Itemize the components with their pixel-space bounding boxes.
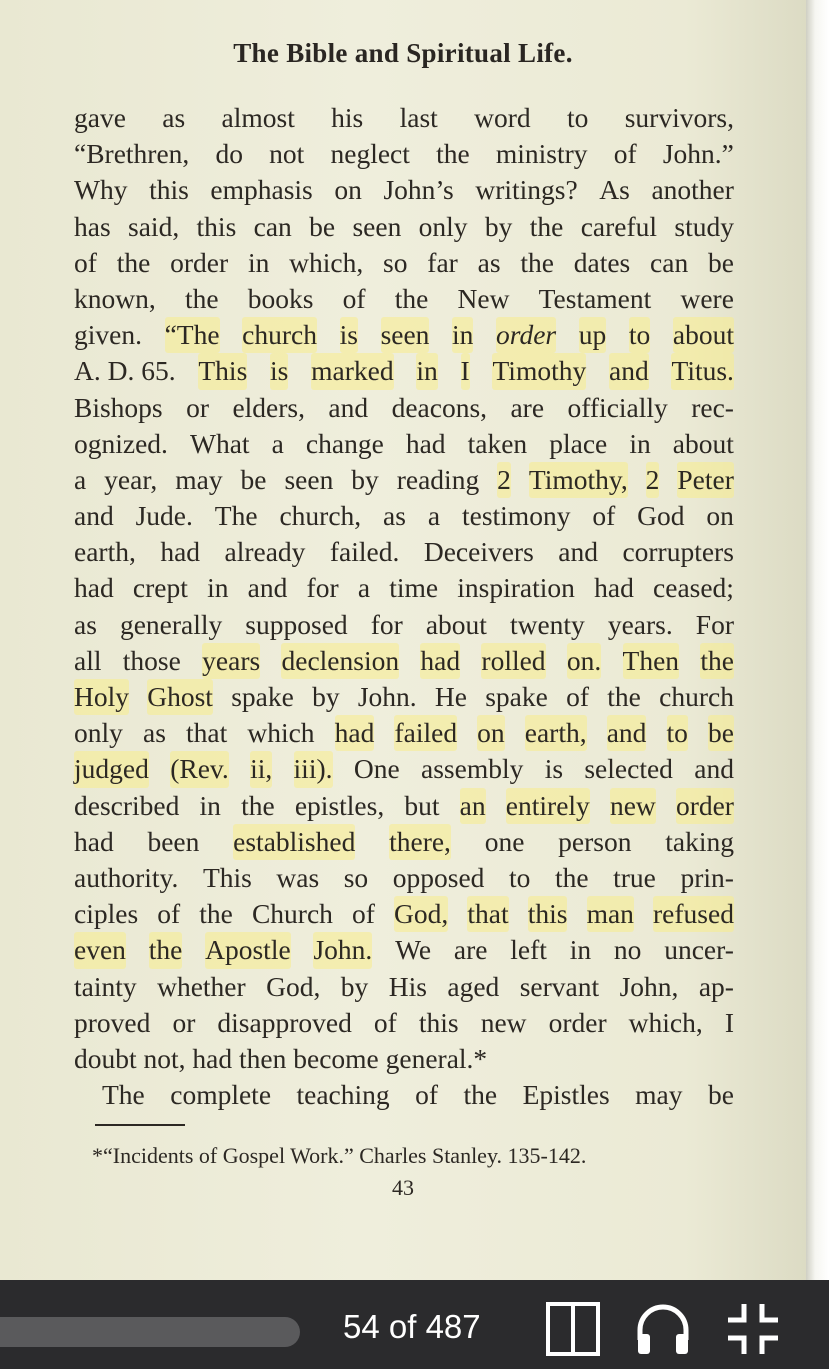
word: Church bbox=[251, 898, 333, 930]
word: change bbox=[305, 427, 384, 459]
word: survivors, bbox=[624, 102, 734, 133]
word: proved bbox=[74, 1006, 151, 1038]
word: deacons, bbox=[391, 391, 488, 423]
word: supposed bbox=[245, 608, 348, 640]
word: to bbox=[667, 715, 688, 751]
word: as bbox=[162, 102, 186, 133]
word: emphasis bbox=[210, 174, 313, 206]
word: ii, bbox=[250, 751, 272, 787]
word: word bbox=[474, 102, 531, 133]
word: the bbox=[607, 681, 641, 712]
word: The bbox=[214, 500, 258, 532]
word: described bbox=[74, 789, 180, 821]
word: a bbox=[74, 463, 87, 495]
word: books bbox=[247, 282, 314, 314]
word: one bbox=[484, 825, 525, 857]
word: officially bbox=[567, 391, 668, 423]
word: Jude. bbox=[135, 500, 193, 532]
word: about bbox=[673, 317, 734, 353]
word: established bbox=[233, 824, 355, 860]
word: man bbox=[587, 896, 634, 932]
word: had bbox=[594, 572, 634, 604]
page-number: 43 bbox=[392, 1175, 414, 1200]
word: failed bbox=[394, 715, 457, 751]
word: corrupters bbox=[622, 536, 734, 568]
word: be bbox=[708, 246, 734, 278]
word: Epistles bbox=[522, 1079, 610, 1111]
running-head: The Bible and Spiritual Life. bbox=[233, 38, 573, 68]
word: become bbox=[293, 1042, 379, 1074]
word: of bbox=[592, 500, 616, 532]
word: an bbox=[460, 788, 486, 824]
text-line bbox=[74, 860, 734, 896]
word: reading bbox=[396, 463, 480, 495]
word: authority. bbox=[74, 861, 179, 893]
word: God, bbox=[394, 896, 448, 932]
word: had bbox=[192, 1042, 233, 1074]
text-line bbox=[74, 932, 734, 968]
word: are bbox=[453, 934, 488, 966]
word: by bbox=[340, 970, 369, 1002]
word: of bbox=[373, 1006, 397, 1038]
word: the bbox=[184, 282, 219, 314]
word: only bbox=[418, 210, 468, 242]
word: teaching bbox=[296, 1079, 390, 1111]
word: in bbox=[416, 353, 437, 389]
word: which, bbox=[289, 246, 364, 278]
text-line bbox=[74, 426, 734, 462]
word: dates bbox=[573, 246, 631, 278]
word: tainty bbox=[74, 970, 137, 1002]
word: complete bbox=[170, 1079, 272, 1111]
word: epistles, bbox=[294, 789, 385, 821]
text-line bbox=[74, 172, 734, 208]
word: Timothy, bbox=[529, 462, 628, 498]
word: in bbox=[247, 246, 270, 278]
word: order bbox=[548, 1006, 607, 1038]
word: may bbox=[175, 463, 223, 495]
word: God, bbox=[266, 970, 321, 1002]
text-line bbox=[74, 824, 734, 860]
word: As bbox=[599, 174, 630, 206]
word: new bbox=[610, 788, 656, 824]
word: as bbox=[477, 246, 501, 278]
text-line bbox=[74, 969, 734, 1005]
word: assembly bbox=[421, 753, 524, 785]
word: entirely bbox=[506, 788, 590, 824]
word: ap- bbox=[698, 970, 734, 1002]
word: had bbox=[160, 536, 201, 568]
text-line bbox=[74, 390, 734, 426]
word: years bbox=[202, 643, 260, 679]
text-line bbox=[74, 534, 734, 570]
word: given. bbox=[74, 319, 142, 351]
word: “Brethren, bbox=[74, 138, 190, 170]
word: can bbox=[253, 210, 292, 242]
word: rec- bbox=[691, 391, 734, 423]
word: whether bbox=[157, 970, 246, 1002]
word: about bbox=[672, 427, 734, 459]
text-line bbox=[74, 245, 734, 281]
word: may bbox=[635, 1079, 683, 1111]
word: this bbox=[149, 174, 189, 206]
word: person bbox=[558, 825, 632, 857]
word: in bbox=[207, 572, 229, 604]
word: so bbox=[383, 246, 408, 278]
word: or bbox=[172, 1006, 196, 1038]
word: seen bbox=[284, 463, 334, 495]
word: church bbox=[659, 681, 734, 712]
word: order bbox=[676, 788, 734, 824]
word: only bbox=[74, 717, 123, 749]
word: was bbox=[276, 861, 320, 893]
word: church, bbox=[279, 500, 362, 532]
word: ciples bbox=[74, 898, 139, 930]
word: of bbox=[613, 138, 637, 170]
word: is bbox=[340, 317, 358, 353]
word: and bbox=[609, 353, 649, 389]
word: been bbox=[147, 825, 200, 857]
word: generally bbox=[119, 608, 223, 640]
word: John. bbox=[357, 681, 417, 712]
word: for bbox=[370, 608, 403, 640]
headphones-icon[interactable] bbox=[634, 1300, 692, 1358]
word: no bbox=[613, 934, 642, 966]
word: twenty bbox=[509, 608, 585, 640]
word: the bbox=[520, 246, 554, 278]
word: that bbox=[467, 896, 508, 932]
word: This bbox=[198, 353, 247, 389]
text-line bbox=[74, 498, 734, 534]
word: the bbox=[241, 789, 275, 821]
word: this bbox=[528, 896, 568, 932]
text-line bbox=[74, 281, 734, 317]
word: selected bbox=[584, 753, 673, 785]
word: order bbox=[170, 246, 229, 278]
word: John’s bbox=[383, 174, 454, 206]
footnote: *“Incidents of Gospel Work.” Charles Stanley. 135-142. bbox=[92, 1143, 587, 1168]
word: already bbox=[224, 536, 306, 568]
word: be bbox=[309, 210, 336, 242]
word: a bbox=[427, 500, 441, 532]
word: on bbox=[477, 715, 505, 751]
word: the bbox=[463, 1079, 498, 1111]
word: then bbox=[239, 1042, 287, 1074]
word: and bbox=[247, 572, 288, 604]
word: God bbox=[637, 500, 685, 532]
word: spake bbox=[231, 681, 294, 712]
word: year, bbox=[104, 463, 158, 495]
word: on bbox=[706, 500, 734, 532]
word: are bbox=[510, 391, 545, 423]
text-line bbox=[74, 715, 734, 751]
word: and bbox=[328, 391, 369, 423]
word: elders, bbox=[232, 391, 305, 423]
word: inspiration bbox=[457, 572, 575, 604]
word: and bbox=[558, 536, 598, 568]
word: there, bbox=[389, 824, 451, 860]
word: by bbox=[484, 210, 513, 242]
word: He bbox=[434, 681, 467, 712]
word: uncer- bbox=[664, 934, 734, 966]
word: John, bbox=[619, 970, 679, 1002]
word: in bbox=[452, 317, 473, 353]
word: and bbox=[607, 715, 647, 751]
word: 2 bbox=[646, 462, 660, 498]
word: earth, bbox=[525, 715, 587, 751]
word: had bbox=[405, 427, 446, 459]
word: which, bbox=[628, 1006, 703, 1038]
word: the bbox=[529, 210, 564, 242]
word: refused bbox=[653, 896, 734, 932]
word: church bbox=[242, 317, 317, 353]
word: gave bbox=[74, 102, 126, 133]
word: that bbox=[186, 717, 228, 749]
word: Holy bbox=[74, 679, 129, 715]
word: taken bbox=[467, 427, 528, 459]
text-line bbox=[74, 607, 734, 643]
word: Testament bbox=[538, 282, 652, 314]
word: of bbox=[566, 681, 590, 712]
word: A. D. 65. bbox=[74, 355, 176, 387]
word: the bbox=[149, 932, 183, 968]
word: the bbox=[394, 282, 429, 314]
word: to bbox=[629, 317, 650, 353]
word: be bbox=[708, 715, 734, 751]
word: taking bbox=[665, 825, 734, 857]
word: to bbox=[566, 102, 589, 133]
word: even bbox=[74, 932, 126, 968]
word: and bbox=[694, 753, 734, 785]
word: about bbox=[425, 608, 487, 640]
word: had bbox=[74, 825, 114, 857]
progress-scrubber[interactable] bbox=[0, 1317, 300, 1347]
word: on bbox=[334, 174, 362, 206]
word: ministry bbox=[495, 138, 588, 170]
word: “The bbox=[165, 317, 220, 353]
word: Deceivers bbox=[423, 536, 534, 568]
word: For bbox=[695, 608, 734, 640]
word: doubt bbox=[74, 1042, 137, 1074]
word: the bbox=[700, 643, 734, 679]
word: iii). bbox=[294, 751, 333, 787]
word: careful bbox=[580, 210, 658, 242]
word: general.* bbox=[385, 1042, 488, 1074]
word: of bbox=[342, 282, 366, 314]
word: spake bbox=[485, 681, 548, 712]
word: be bbox=[707, 1079, 734, 1111]
text-line bbox=[74, 317, 734, 353]
word: had bbox=[420, 643, 460, 679]
word: to bbox=[508, 861, 531, 893]
word: new bbox=[480, 1006, 527, 1038]
word: Ghost bbox=[147, 679, 213, 715]
word: as bbox=[142, 717, 166, 749]
text-line bbox=[74, 1041, 734, 1077]
book-view-icon[interactable] bbox=[544, 1300, 602, 1358]
word: seen bbox=[381, 317, 430, 353]
word: those bbox=[122, 644, 181, 676]
word: a bbox=[357, 572, 371, 604]
word: This bbox=[202, 861, 252, 893]
word: crept bbox=[132, 572, 188, 604]
word: disapproved bbox=[217, 1006, 352, 1038]
word: so bbox=[343, 861, 369, 893]
page-counter: 54 of 487 bbox=[343, 1308, 481, 1345]
word: We bbox=[395, 934, 432, 966]
word: John. bbox=[313, 932, 372, 968]
word: I bbox=[461, 353, 470, 389]
word: but bbox=[404, 789, 440, 821]
word: servant bbox=[519, 970, 600, 1002]
word: had bbox=[335, 715, 375, 751]
word: The bbox=[102, 1079, 145, 1111]
word: 2 bbox=[497, 462, 511, 498]
text-line bbox=[74, 100, 734, 136]
word: in bbox=[199, 789, 221, 821]
word: for bbox=[306, 572, 339, 604]
word: is bbox=[544, 753, 564, 785]
word: up bbox=[579, 317, 607, 353]
text-line bbox=[74, 1077, 734, 1113]
text-line bbox=[74, 643, 734, 679]
word: declension bbox=[281, 643, 399, 679]
word: testimony bbox=[461, 500, 571, 532]
word: this bbox=[196, 210, 237, 242]
word: in bbox=[569, 934, 592, 966]
word: has bbox=[74, 210, 111, 242]
body-text bbox=[74, 100, 734, 1113]
word: in bbox=[629, 427, 651, 459]
word: true bbox=[613, 861, 656, 893]
word: One bbox=[353, 753, 400, 785]
word: earth, bbox=[74, 536, 136, 568]
word: the bbox=[199, 898, 233, 930]
text-line bbox=[74, 751, 734, 787]
word: by bbox=[351, 463, 379, 495]
word: neglect bbox=[330, 138, 410, 170]
word: of bbox=[352, 898, 375, 930]
word: (Rev. bbox=[170, 751, 229, 787]
word: left bbox=[510, 934, 547, 966]
word: of bbox=[157, 898, 181, 930]
text-line bbox=[74, 353, 734, 389]
word: which bbox=[247, 717, 315, 749]
word: not, bbox=[143, 1042, 186, 1074]
word: Why bbox=[74, 174, 128, 206]
word: or bbox=[186, 391, 209, 423]
word: writings? bbox=[475, 174, 578, 206]
footnote-rule bbox=[95, 1124, 185, 1126]
word: the bbox=[436, 138, 470, 170]
word: a bbox=[271, 427, 284, 459]
word: time bbox=[389, 572, 439, 604]
word: and bbox=[74, 500, 114, 532]
word: of bbox=[74, 246, 97, 278]
page-edge bbox=[806, 0, 829, 1280]
text-line bbox=[74, 679, 734, 715]
text-line bbox=[74, 136, 734, 172]
word: Timothy bbox=[492, 353, 586, 389]
word: ognized. bbox=[74, 427, 168, 459]
word: years. bbox=[607, 608, 673, 640]
text-line bbox=[74, 570, 734, 606]
word: far bbox=[427, 246, 458, 278]
word: Apostle bbox=[205, 932, 291, 968]
word: as bbox=[383, 500, 406, 532]
word: said, bbox=[128, 210, 180, 242]
word: Bishops bbox=[74, 391, 163, 423]
word: New bbox=[457, 282, 510, 314]
word: another bbox=[651, 174, 734, 206]
word: opposed bbox=[392, 861, 485, 893]
word: as bbox=[74, 608, 97, 640]
word: ceased; bbox=[653, 572, 734, 604]
text-line bbox=[74, 1005, 734, 1041]
word: seen bbox=[352, 210, 402, 242]
word: this bbox=[418, 1006, 459, 1038]
exit-fullscreen-icon[interactable] bbox=[724, 1300, 782, 1358]
word: by bbox=[312, 681, 340, 712]
word: judged bbox=[74, 751, 149, 787]
word: his bbox=[331, 102, 364, 133]
word: last bbox=[399, 102, 438, 133]
word: on. bbox=[567, 643, 601, 679]
word: the bbox=[116, 246, 151, 278]
word: marked bbox=[311, 353, 393, 389]
word: known, bbox=[74, 282, 156, 314]
word: aged bbox=[447, 970, 500, 1002]
text-line bbox=[74, 896, 734, 932]
word: What bbox=[190, 427, 250, 459]
word: all bbox=[74, 644, 102, 676]
word: Titus. bbox=[671, 353, 733, 389]
word: of bbox=[415, 1079, 439, 1111]
word: be bbox=[240, 463, 267, 495]
word: were bbox=[680, 282, 734, 314]
word: order bbox=[496, 317, 556, 353]
word: John.” bbox=[662, 138, 734, 170]
word: failed. bbox=[329, 536, 400, 568]
word: the bbox=[554, 861, 589, 893]
word: not bbox=[269, 138, 305, 170]
word: almost bbox=[221, 102, 295, 133]
word: do bbox=[215, 138, 243, 170]
word: can bbox=[650, 246, 689, 278]
word: study bbox=[674, 210, 734, 242]
word: prin- bbox=[680, 861, 734, 893]
text-line bbox=[74, 209, 734, 245]
word: had bbox=[74, 572, 114, 604]
word: I bbox=[724, 1006, 734, 1038]
word: place bbox=[549, 427, 608, 459]
word: is bbox=[270, 353, 288, 389]
word: Peter bbox=[677, 462, 734, 498]
text-line bbox=[74, 462, 734, 498]
text-line bbox=[74, 788, 734, 824]
word: Then bbox=[623, 643, 680, 679]
word: His bbox=[388, 970, 427, 1002]
word: rolled bbox=[481, 643, 545, 679]
